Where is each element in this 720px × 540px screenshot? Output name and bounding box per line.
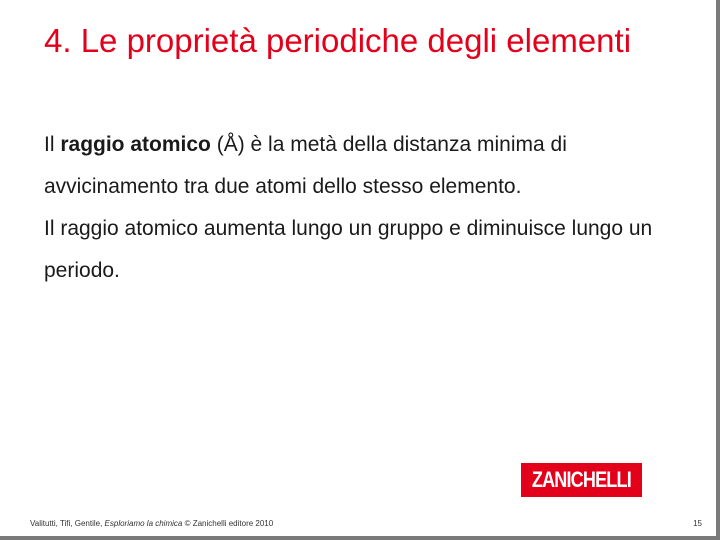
definition-paragraph: [44, 124, 684, 208]
logo-text: ZANICHELLI: [531, 467, 632, 492]
trend-paragraph: Il raggio atomico aumenta lungo un gruppo e diminuisce lungo un periodo.: [44, 217, 653, 282]
page-number: 15: [693, 519, 702, 528]
slide-body: [44, 124, 684, 292]
footer-publisher: © Zanichelli editore 2010: [182, 519, 274, 528]
slide-title: 4. Le proprietà periodiche degli elementi: [44, 22, 632, 59]
definition-lead: Il: [44, 133, 61, 156]
definition-term: raggio atomico: [60, 133, 211, 156]
zanichelli-logo: [521, 463, 642, 497]
footer-authors: Valitutti, Tifi, Gentile,: [30, 519, 105, 528]
footer-credits: [30, 519, 273, 528]
definition-rest: (Å) è la metà della distanza minima di avvicinamento tra due atomi dello stesso elemento.: [44, 133, 567, 198]
footer-book-title: Esploriamo la chimica: [104, 519, 183, 528]
